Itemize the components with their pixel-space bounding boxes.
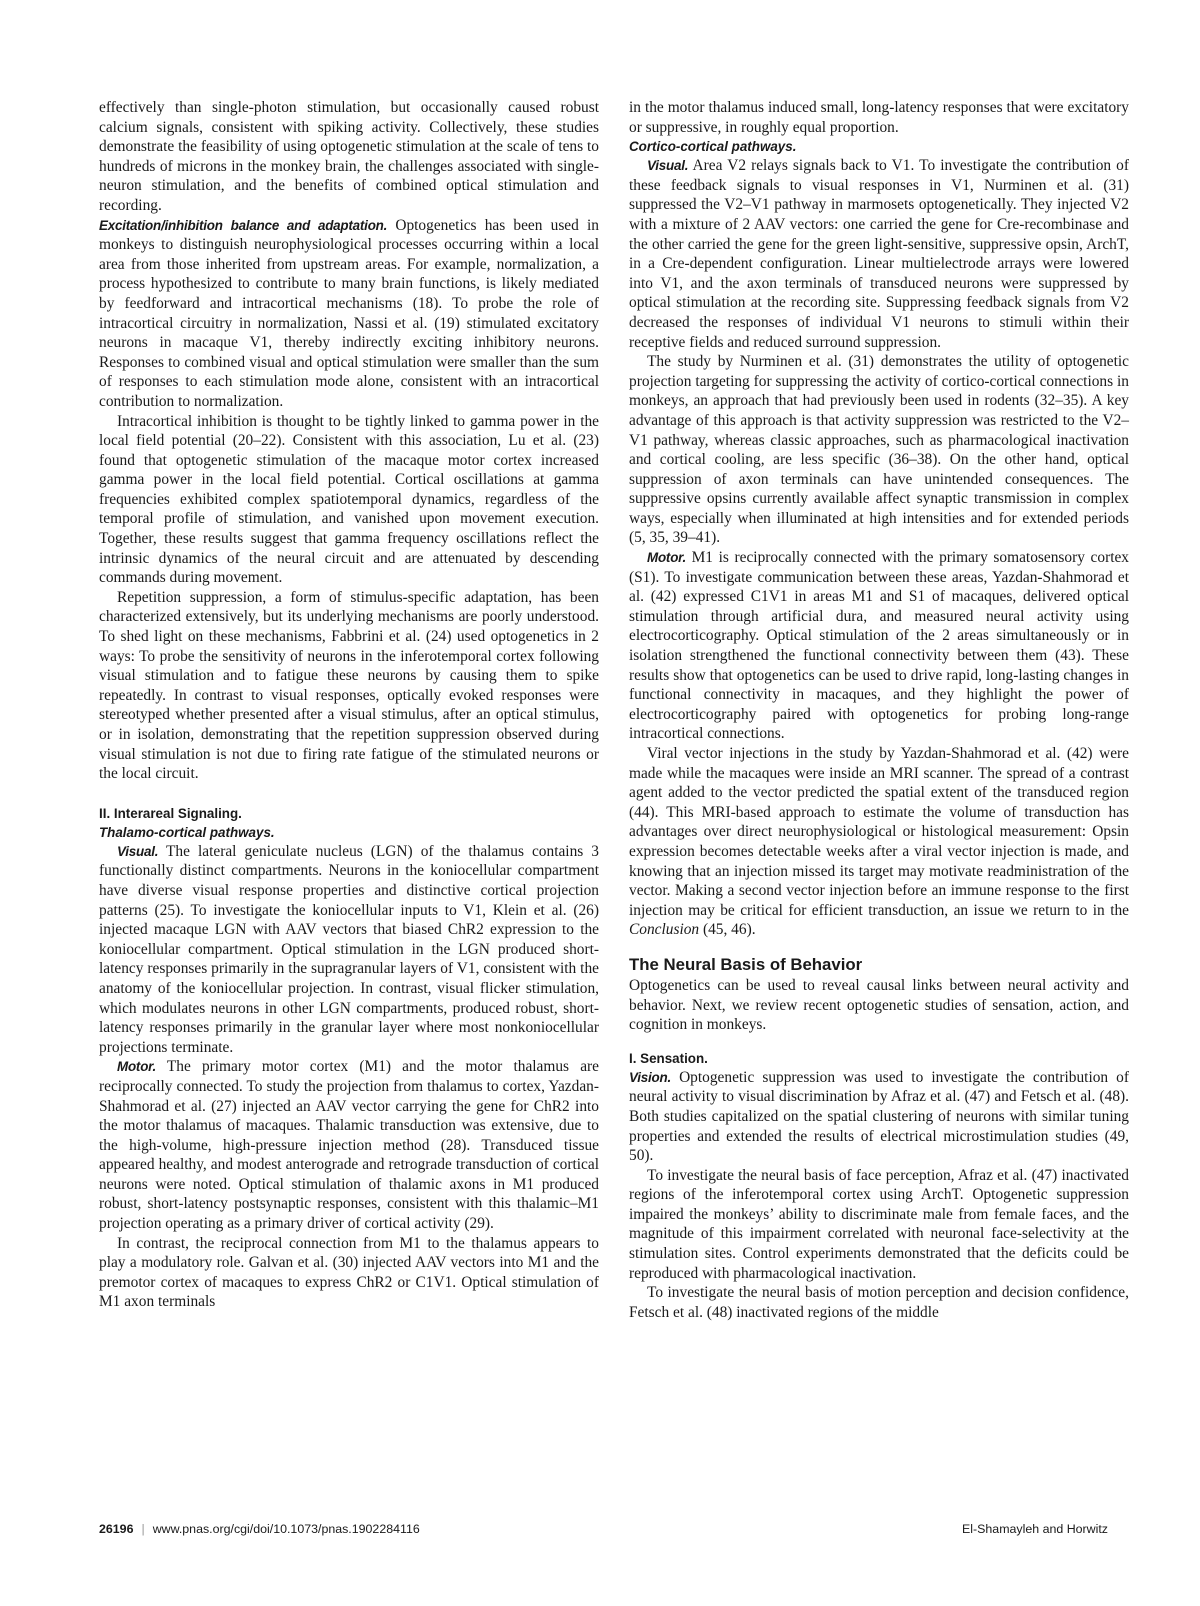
paragraph bbox=[629, 744, 1129, 940]
paragraph bbox=[99, 216, 599, 412]
section-heading: II. Interareal Signaling. bbox=[99, 805, 242, 821]
spacer bbox=[99, 784, 599, 804]
paragraph bbox=[629, 156, 1129, 352]
subsection-heading: Thalamo-cortical pathways. bbox=[99, 824, 275, 840]
run-in-heading: Motor. bbox=[647, 550, 686, 566]
paragraph bbox=[99, 1057, 599, 1233]
major-section-heading: The Neural Basis of Behavior bbox=[629, 954, 863, 974]
right-column bbox=[629, 98, 1129, 1322]
subsection-heading: Cortico-cortical pathways. bbox=[629, 139, 797, 155]
paragraph: To investigate the neural basis of motion perception and decision confidence, Fetsch et al. (48) inactivated regions of the middle bbox=[629, 1284, 1129, 1321]
footer-authors: El-Shamayleh and Horwitz bbox=[962, 1522, 1108, 1536]
paragraph: In contrast, the reciprocal connection from M1 to the thalamus appears to play a modulatory role. Galvan et al. (30) injected AAV vectors into M1 and the premotor cortex of macaques to express ChR2 or C1V1. Optical stimulation of M1 axon terminals bbox=[99, 1234, 599, 1311]
footer-separator: | bbox=[141, 1522, 145, 1536]
paragraph bbox=[99, 842, 599, 1058]
paragraph-text: The lateral geniculate nucleus (LGN) of the thalamus contains 3 functionally distinct compartments. Neurons in the koniocellular compartment have diverse visual response properties and distinctive cortical projection patterns (25). To investigate the koniocellular inputs to V1, Klein et al. (26) injected macaque LGN with AAV vectors that biased ChR2 expression to the koniocellular compartment. Optical stimulation in the LGN produced short-latency responses primarily in the supragranular layers of V1, consistent with the anatomy of the koniocellular projection. In contrast, visual flicker stimulation, which modulates neurons in other LGN compartments, produced robust, short-latency responses primarily in the granular layer where most nonkoniocellular projections terminate. bbox=[99, 842, 599, 1056]
run-in-heading: Excitation/inhibition balance and adaptation. bbox=[99, 217, 388, 233]
paragraph: Repetition suppression, a form of stimulus-specific adaptation, has been characterized extensively, but its underlying mechanisms are poorly understood. To shed light on these mechanisms, Fabbrini et al. (24) used optogenetics in 2 ways: To probe the sensitivity of neurons in the inferotemporal cortex following visual stimulation and to fatigue these neurons by causing them to spike repeatedly. In contrast to visual responses, optically evoked responses were stereotyped whether presented after a visual stimulus, after an optical stimulus, or in isolation, demonstrating that the repetition suppression observed during visual stimulation is not due to firing rate fatigue of the stimulated neurons or the local circuit. bbox=[99, 588, 599, 783]
paragraph: The study by Nurminen et al. (31) demonstrates the utility of optogenetic projection targeting for suppressing the activity of cortico-cortical connections in monkeys, an approach that had previously been used in rodents (32–35). A key advantage of this approach is that activity suppression was restricted to the V2–V1 pathway, whereas classic approaches, such as pharmacological inactivation and cortical cooling, are less specific (36–38). On the other hand, optical suppression of axon terminals can have unintended consequences. The suppressive opsins currently available affect synaptic transmission in complex ways, especially when illuminated at high intensities and for extended periods (5, 35, 39–41). bbox=[629, 353, 1129, 547]
left-column bbox=[99, 98, 599, 1312]
paragraph bbox=[629, 1068, 1129, 1166]
section-heading: I. Sensation. bbox=[629, 1050, 708, 1066]
paragraph-text: Optogenetic suppression was used to investigate the contribution of neural activity to visual discrimination by Afraz et al. (47) and Fetsch et al. (48). Both studies capitalized on the spatial clustering of neurons with similar tuning properties and extended the results of electrical microstimulation studies (49, 50). bbox=[629, 1068, 1129, 1165]
cross-reference: Conclusion bbox=[629, 921, 700, 939]
paragraph-text: Optogenetics has been used in monkeys to distinguish neurophysiological processes occurring within a local area from those inherited from upstream areas. For example, normalization, a process hypothesized to contribute to many brain functions, is likely mediated by feedforward and intracortical mechanisms (18). To probe the role of intracortical circuitry in normalization, Nassi et al. (19) stimulated excitatory neurons in macaque V1, thereby indirectly exciting inhibitory neurons. Responses to combined visual and optical stimulation were smaller than the sum of responses to each stimulation mode alone, consistent with an intracortical contribution to normalization. bbox=[99, 216, 599, 410]
run-in-heading: Motor. bbox=[117, 1059, 156, 1075]
paragraph: Intracortical inhibition is thought to be tightly linked to gamma power in the local field potential (20–22). Consistent with this association, Lu et al. (23) found that optogenetic stimulation of the macaque motor cortex increased gamma power in the local field potential. Cortical oscillations at gamma frequencies exhibited complex spatiotemporal dynamics, regardless of the temporal profile of stimulation, and vanished upon movement execution. Together, these results suggest that gamma frequency oscillations reflect the intrinsic dynamics of the neural circuit and are attenuated by descending commands during movement. bbox=[99, 412, 599, 587]
paragraph: effectively than single-photon stimulation, but occasionally caused robust calcium signals, consistent with spiking activity. Collectively, these studies demonstrate the feasibility of using optogenetic stimulation at the scale of tens to hundreds of microns in the monkey brain, the challenges associated with single-neuron stimulation, and the benefits of combined optical stimulation and recording. bbox=[99, 99, 599, 214]
doi-link[interactable]: www.pnas.org/cgi/doi/10.1073/pnas.1902284116 bbox=[152, 1522, 420, 1536]
run-in-heading: Visual. bbox=[117, 843, 159, 859]
paragraph bbox=[629, 548, 1129, 744]
paragraph: Optogenetics can be used to reveal causal links between neural activity and behavior. Next, we review recent optogenetic studies of sensation, action, and cognition in monkeys. bbox=[629, 976, 1129, 1034]
paragraph-text: Area V2 relays signals back to V1. To investigate the contribution of these feedback signals to visual responses in V1, Nurminen et al. (31) suppressed the V2–V1 pathway in marmosets optogenetically. They injected V2 with a mixture of 2 AAV vectors: one carried the gene for Cre-recombinase and the other carried the gene for the green light-sensitive, suppressive opsin, ArchT, in a Cre-dependent configuration. Linear multielectrode arrays were lowered into V1, and the axon terminals of transduced neurons were suppressed by optical stimulation at the recording site. Suppressing feedback signals from V2 decreased the responses of individual V1 neurons to stimuli within their receptive fields and reduced surround suppression. bbox=[629, 157, 1129, 351]
paragraph-text: The primary motor cortex (M1) and the motor thalamus are reciprocally connected. To study the projection from thalamus to cortex, Yazdan-Shahmorad et al. (27) injected an AAV vector carrying the gene for ChR2 into the motor thalamus of macaques. Thalamic transduction was extensive, due to the high-volume, high-pressure injection method (28). Transduced tissue appeared healthy, and modest anterograde and retrograde transduction of cortical neurons were noted. Optical stimulation of thalamic axons in M1 produced robust, short-latency postsynaptic responses, consistent with this thalamic–M1 projection operating as a primary driver of cortical activity (29). bbox=[99, 1058, 599, 1233]
paragraph-text: M1 is reciprocally connected with the primary somatosensory cortex (S1). To investigate communication between these areas, Yazdan-Shahmorad et al. (42) expressed C1V1 in areas M1 and S1 of macaques, delivered optical stimulation through artificial dura, and measured neural activity using electrocorticography. Optical stimulation of the 2 areas simultaneously or in isolation strengthened the functional connectivity between them (43). These results show that optogenetics can be used to drive rapid, long-lasting changes in functional connectivity in macaques, and they highlight the power of electrocorticography paired with optogenetics for probing long-range intracortical connections. bbox=[629, 549, 1129, 743]
footer-left bbox=[99, 1522, 420, 1536]
run-in-heading: Visual. bbox=[647, 158, 689, 174]
spacer bbox=[629, 1035, 1129, 1049]
paragraph: To investigate the neural basis of face perception, Afraz et al. (47) inactivated regions of the inferotemporal cortex using ArchT. Optogenetic suppression impaired the monkeys’ ability to discriminate male from female faces, and the magnitude of this impairment correlated with neuronal face-selectivity at the stimulation sites. Control experiments demonstrated that the deficits could be reproduced with pharmacological inactivation. bbox=[629, 1166, 1129, 1282]
page-number: 26196 bbox=[99, 1522, 134, 1536]
paragraph-text: (45, 46). bbox=[699, 921, 756, 939]
paragraph-text: Viral vector injections in the study by Yazdan-Shahmorad et al. (42) were made while the macaques were inside an MRI scanner. The spread of a contrast agent added to the vector predicted the spatial extent of the transduced region (44). This MRI-based approach to estimate the volume of transduction has advantages over direct neurophysiological or histological measurement: Opsin expression becomes detectable weeks after a viral vector injection is made, and knowing that an injection missed its target may motivate readministration of the vector. Making a second vector injection before an immune response to the first injection may be critical for efficient transduction, an issue we return to in the bbox=[629, 745, 1129, 919]
spacer bbox=[629, 940, 1129, 954]
run-in-heading: Vision. bbox=[629, 1069, 672, 1085]
paragraph: in the motor thalamus induced small, long-latency responses that were excitatory or suppressive, in roughly equal proportion. bbox=[629, 99, 1129, 136]
